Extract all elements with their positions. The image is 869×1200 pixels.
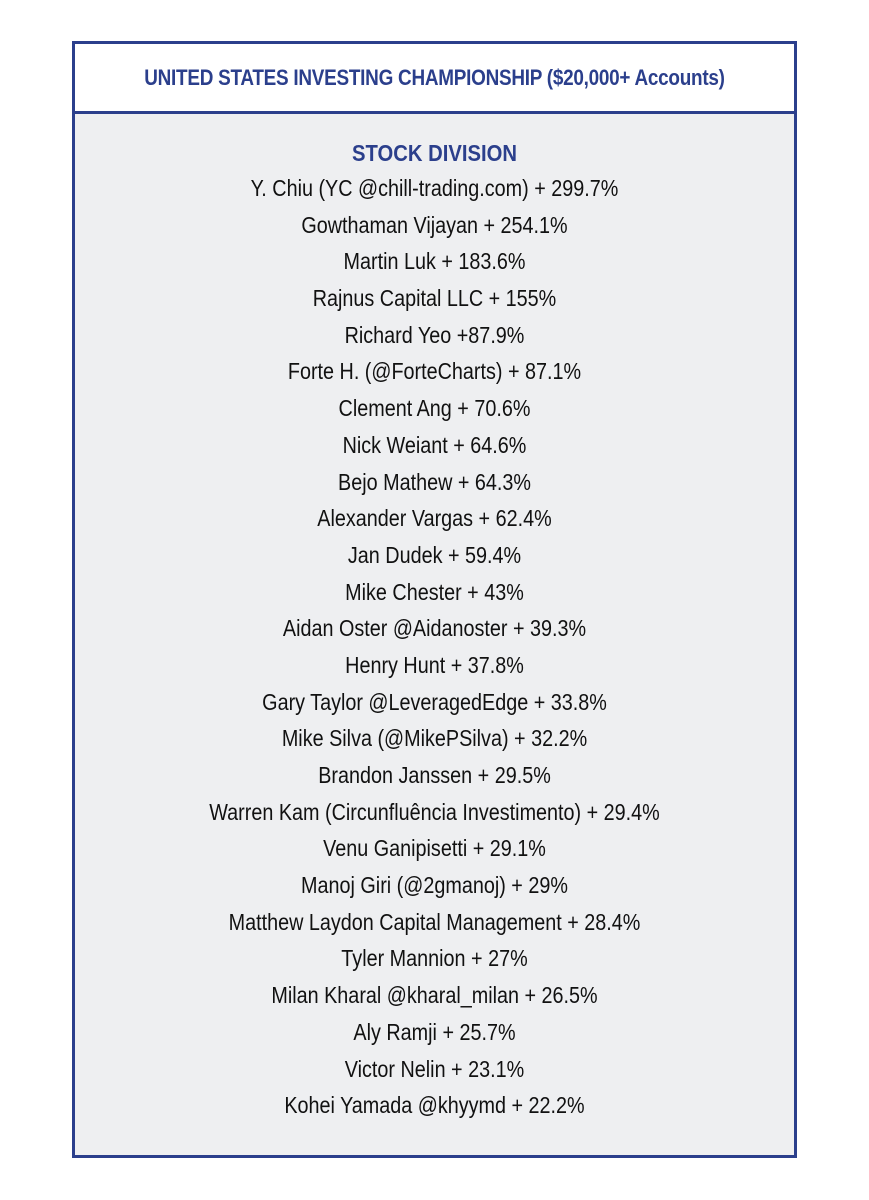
result-entry: Martin Luk + 183.6% <box>343 248 526 275</box>
panel-header <box>75 44 794 114</box>
result-entry: Aidan Oster @Aidanoster + 39.3% <box>282 615 587 642</box>
result-entry: Warren Kam (Circunfluência Investimento) + 29.4% <box>209 798 660 825</box>
result-entry: Victor Nelin + 23.1% <box>344 1055 525 1082</box>
result-entry: Aly Ramji + 25.7% <box>353 1018 516 1045</box>
result-entry: Forte H. (@ForteCharts) + 87.1% <box>287 358 582 385</box>
result-entry: Venu Ganipisetti + 29.1% <box>323 835 546 862</box>
result-entry: Milan Kharal @kharal_milan + 26.5% <box>271 982 598 1009</box>
result-entry: Bejo Mathew + 64.3% <box>338 468 531 495</box>
panel-body <box>75 114 794 1124</box>
result-entry: Nick Weiant + 64.6% <box>342 431 527 458</box>
result-entry: Matthew Laydon Capital Management + 28.4% <box>228 908 641 935</box>
result-entry: Jan Dudek + 59.4% <box>347 541 522 568</box>
result-entry: Rajnus Capital LLC + 155% <box>312 285 557 312</box>
result-entry: Clement Ang + 70.6% <box>338 395 531 422</box>
championship-title: UNITED STATES INVESTING CHAMPIONSHIP ($20,000+ Accounts) <box>144 64 725 90</box>
result-entry: Alexander Vargas + 62.4% <box>317 505 552 532</box>
result-entry: Gary Taylor @LeveragedEdge + 33.8% <box>262 688 607 715</box>
result-entry: Gowthaman Vijayan + 254.1% <box>301 211 568 238</box>
result-entry: Richard Yeo +87.9% <box>344 321 525 348</box>
result-entry: Brandon Janssen + 29.5% <box>318 762 551 788</box>
result-entry: Mike Silva (@MikePSilva) + 32.2% <box>281 725 588 752</box>
division-title: STOCK DIVISION <box>352 140 517 166</box>
results-list <box>75 170 794 1124</box>
result-entry: Henry Hunt + 37.8% <box>345 651 524 678</box>
result-entry: Y. Chiu (YC @chill-trading.com) + 299.7% <box>250 175 619 201</box>
result-entry: Manoj Giri (@2gmanoj) + 29% <box>301 872 568 899</box>
result-entry: Mike Chester + 43% <box>345 578 524 605</box>
result-entry: Tyler Mannion + 27% <box>341 945 528 972</box>
result-entry: Kohei Yamada @khyymd + 22.2% <box>284 1092 585 1119</box>
results-panel <box>72 41 797 1158</box>
